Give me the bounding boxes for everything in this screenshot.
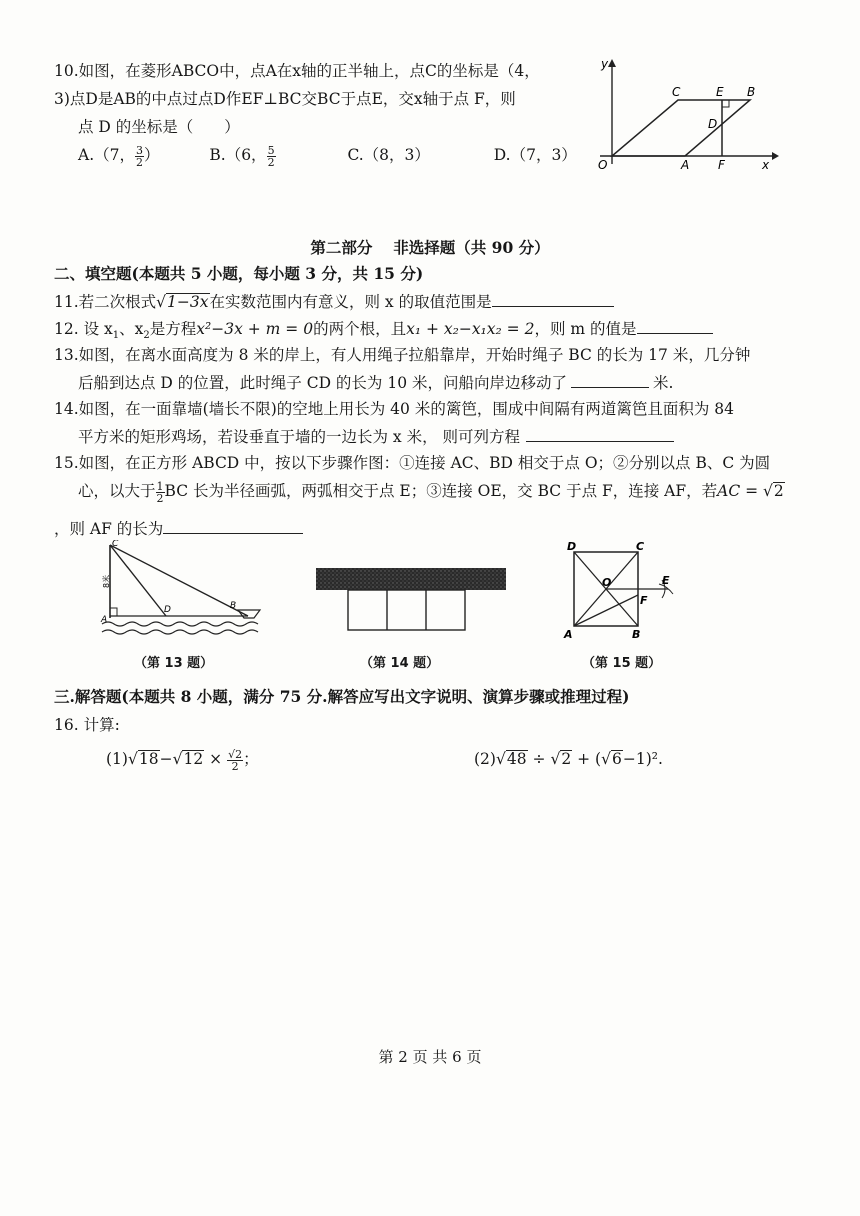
q15-line2: 心，以大于 $\frac{1}{2}$ BC 长为半径画弧，两弧相交于点 E；③连接 OE，交 BC 于点 F，连接 AF，若AC = √2 (78, 479, 784, 505)
q10-rhombus-figure (590, 56, 780, 171)
q16-part1: (1)√18−√12 × $\frac{√2}{2}$ ； (106, 747, 259, 773)
q14-answer-blank[interactable] (526, 425, 674, 442)
q13-line1: 13.如图，在离水面高度为 8 米的岸上，有人用绳子拉船靠岸，开始时绳子 BC 的长为 17 米，几分钟 (54, 346, 751, 364)
q10-option-d: D.（7，3） (493, 146, 577, 164)
fig15-caption: （第 15 题） (582, 656, 662, 671)
fig10-label-f: F (718, 158, 725, 171)
fig14-chicken-farm (312, 562, 512, 637)
fig14-wall (316, 568, 506, 590)
fig15-label-b: B (632, 628, 641, 641)
q10-option-c: C.（8，3） (347, 146, 430, 164)
q11-radical: 1−3x (167, 293, 209, 311)
fig10-label-y: y (601, 57, 609, 71)
fig14-caption: （第 14 题） (360, 656, 440, 671)
q16-part2: (2)√48 ÷ √2 + (√6−1)². (474, 750, 663, 768)
part2-title: 第二部分 非选择题（共 90 分） (310, 238, 550, 257)
fig13-caption: （第 13 题） (134, 656, 214, 671)
fig13-label-a: A (101, 615, 108, 625)
q13-answer-blank[interactable] (571, 371, 649, 388)
fig13-shore-boat (98, 540, 268, 645)
fig15-label-a: A (564, 628, 573, 641)
q10-line3: 点 D 的坐标是（ ） (78, 118, 240, 136)
q16-title: 16. 计算: (54, 716, 120, 734)
q15-line3: ，则 AF 的长为 (54, 517, 303, 540)
fig10-label-e: E (716, 85, 724, 99)
section2-title: 二、填空题(本题共 5 小题，每小题 3 分，共 15 分) (54, 264, 424, 283)
section3-title: 三.解答题(本题共 8 小题，满分 75 分.解答应写出文字说明、演算步骤或推理过程) (54, 687, 630, 706)
fig15-label-o: O (602, 576, 612, 589)
fig10-label-x: x (762, 158, 770, 171)
q11: 11.若二次根式√1−3x在实数范围内有意义，则 x 的取值范围是 (54, 290, 614, 313)
q10-line2: 3)点D是AB的中点过点D作EF⊥BC交BC于点E，交x轴于点 F，则 (54, 90, 516, 108)
q10-option-b: B.（6， $\frac{5}{2}$ (209, 143, 275, 169)
fig10-label-o: O (598, 158, 608, 171)
q11-answer-blank[interactable] (492, 290, 614, 307)
q10-line1: 10.如图，在菱形ABCO中，点A在x轴的正半轴上，点C的坐标是（4， (54, 62, 540, 80)
q12: 12. 设 $x_1$、$x_2$是方程x²−3x + m = 0的两个根，且x₁ + x₂−x₁x₂ = 2，则 m 的值是 (54, 317, 713, 347)
fig15-label-d: D (567, 540, 577, 553)
q10-option-a: A.（7， $\frac{3}{2}$ ） (78, 143, 160, 169)
fig15-label-c: C (636, 540, 645, 553)
fig10-label-a: A (681, 158, 690, 171)
fig10-label-d: D (708, 117, 718, 131)
q14-line2: 平方米的矩形鸡场，若设垂直于墙的一边长为 x 米， 则可列方程 (78, 425, 674, 448)
fig15-label-f: F (640, 594, 648, 607)
fig15-square (558, 540, 688, 645)
fig10-label-b: B (747, 85, 756, 99)
fig13-label-b: B (230, 601, 237, 611)
fig13-label-c: C (112, 540, 119, 549)
q13-line2: 后船到达点 D 的位置，此时绳子 CD 的长为 10 米，问船向岸边移动了 米. (78, 371, 673, 394)
q14-line1: 14.如图，在一面靠墙(墙长不限)的空地上用长为 40 米的篱笆，围成中间隔有两道篱笆且面积为 84 (54, 400, 734, 418)
q15-line1: 15.如图，在正方形 ABCD 中，按以下步骤作图：①连接 AC、BD 相交于点 O；②分别以点 B、C 为圆 (54, 454, 771, 472)
fig13-label-d: D (164, 605, 171, 615)
fig13-label-height: 8米 (102, 574, 111, 588)
q12-answer-blank[interactable] (637, 317, 713, 334)
q10-options (78, 144, 577, 168)
fig15-label-e: E (662, 574, 670, 587)
page-footer: 第 2 页 共 6 页 (378, 1048, 482, 1066)
fig10-label-c: C (672, 85, 681, 99)
q15-answer-blank[interactable] (163, 517, 303, 534)
